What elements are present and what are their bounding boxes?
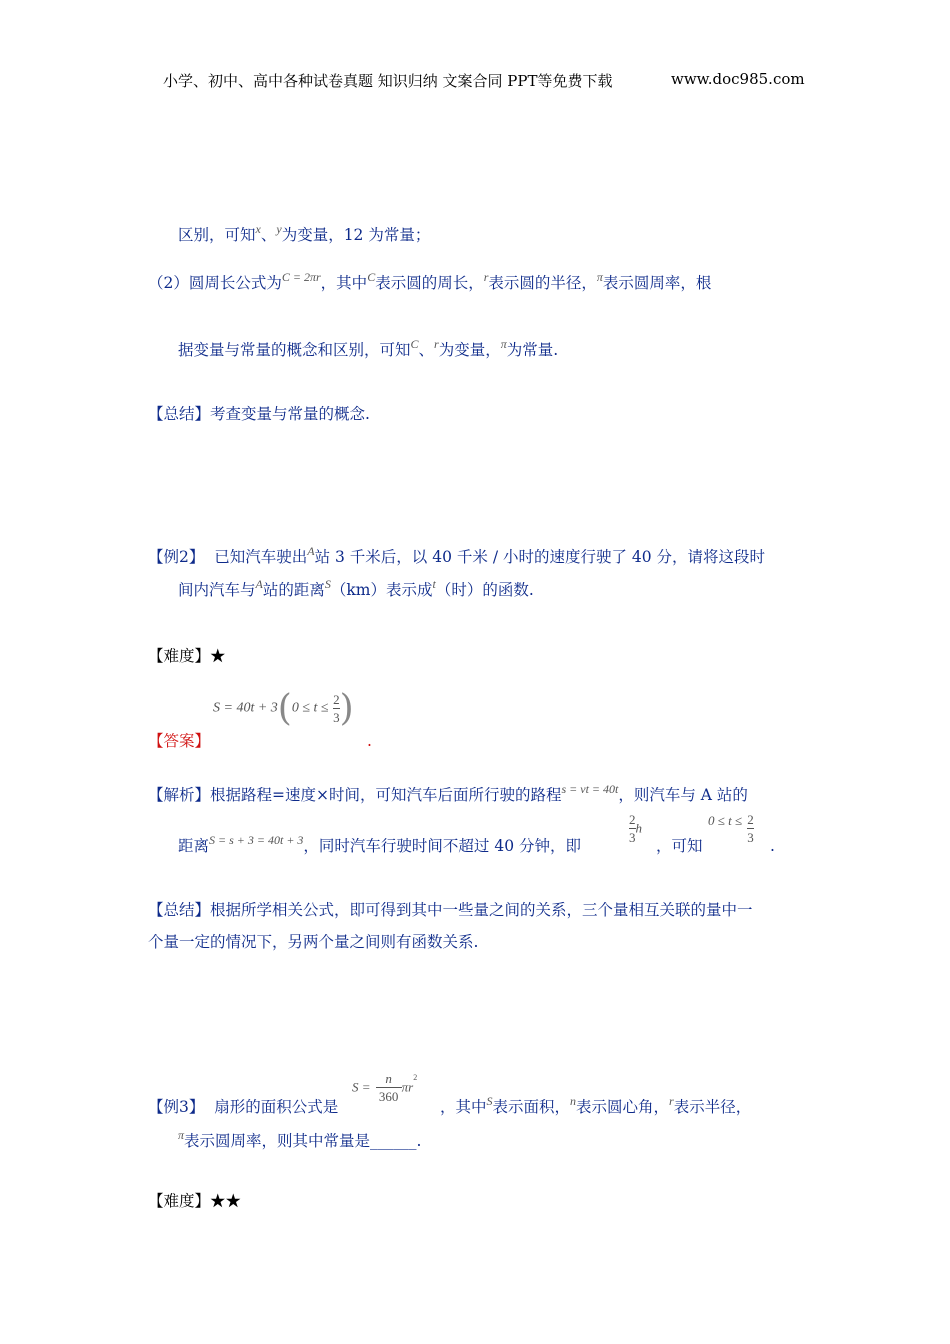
formula-lhs: S = bbox=[352, 1079, 371, 1095]
text: 间内汽车与 bbox=[178, 581, 256, 599]
star-icon: ★★ bbox=[210, 1192, 242, 1210]
text: 扇形的面积公式是 bbox=[214, 1098, 339, 1116]
example3-line1b bbox=[440, 1094, 752, 1118]
frac-num: 2 bbox=[629, 812, 636, 827]
analysis-line2 bbox=[178, 833, 582, 857]
star-icon: ★ bbox=[210, 647, 226, 665]
analysis-h-fraction bbox=[629, 812, 642, 845]
analysis-line2b bbox=[656, 836, 703, 856]
example3-line2 bbox=[178, 1128, 422, 1152]
summary-tag: 【总结】 bbox=[148, 901, 211, 919]
example3-line1 bbox=[148, 1097, 338, 1117]
text: ，其中 bbox=[320, 274, 368, 292]
var-pi: π bbox=[178, 1128, 185, 1142]
text: 、 bbox=[418, 341, 435, 359]
var-n: n bbox=[570, 1094, 577, 1108]
text: 已知汽车驶出 bbox=[214, 548, 308, 566]
example2-line1 bbox=[148, 544, 766, 568]
part1-line3 bbox=[178, 337, 559, 361]
example2-difficulty bbox=[148, 646, 226, 666]
text: ，则汽车与 A 站的 bbox=[618, 786, 748, 804]
answer-end: . bbox=[367, 732, 372, 750]
text: （时）的函数. bbox=[435, 581, 534, 599]
var-t: t bbox=[432, 577, 436, 591]
var-x: x bbox=[255, 222, 261, 236]
text: 、 bbox=[260, 226, 277, 244]
answer-blank[interactable]: ______ bbox=[370, 1132, 417, 1150]
example2-summary-line1 bbox=[148, 900, 753, 920]
frac-num: 2 bbox=[747, 812, 754, 827]
text: 表示圆心角， bbox=[576, 1098, 670, 1116]
header-url: www.doc985.com bbox=[671, 70, 805, 88]
var-r: r bbox=[483, 270, 489, 284]
part1-summary bbox=[148, 404, 370, 424]
text: 表示面积， bbox=[492, 1098, 571, 1116]
answer-formula: S = 40t + 3(0 ≤ t ≤ $\frac{2}{3}$ ) bbox=[213, 688, 354, 729]
text: 为变量， bbox=[438, 341, 501, 359]
text: 距离 bbox=[178, 837, 210, 855]
var-pi: π bbox=[500, 337, 507, 351]
var-A: A bbox=[307, 544, 315, 558]
analysis-ineq bbox=[708, 812, 754, 845]
part1-line2 bbox=[148, 270, 712, 294]
frac-den: 3 bbox=[333, 710, 340, 725]
formula-distance: s = vt = 40t bbox=[561, 782, 619, 796]
unit-h: h bbox=[635, 820, 642, 836]
answer-lhs: S = 40t + 3 bbox=[213, 700, 278, 716]
text: 表示半径， bbox=[673, 1098, 752, 1116]
answer-line bbox=[148, 731, 210, 751]
frac-den: 3 bbox=[629, 830, 636, 845]
summary-text: 根据所学相关公式，即可得到其中一些量之间的关系，三个量相互关联的量中一 bbox=[210, 901, 753, 919]
part1-line1 bbox=[178, 222, 431, 246]
text: 表示圆的半径， bbox=[488, 274, 597, 292]
text: 据变量与常量的概念和区别，可知 bbox=[178, 341, 411, 359]
summary-text: 考查变量与常量的概念. bbox=[210, 405, 370, 423]
var-C: C bbox=[367, 270, 376, 284]
summary-tag: 【总结】 bbox=[148, 405, 211, 423]
analysis-end: . bbox=[770, 837, 775, 855]
example2-line2 bbox=[178, 577, 534, 601]
formula-rest: πr bbox=[401, 1079, 414, 1095]
frac-den: 360 bbox=[378, 1089, 399, 1104]
var-y: y bbox=[276, 222, 282, 236]
text: 表示圆周率，则其中常量是 bbox=[184, 1132, 371, 1150]
formula-S: S = s + 3 = 40t + 3 bbox=[209, 833, 304, 847]
text: 根据路程=速度×时间，可知汽车后面所行驶的路程 bbox=[210, 786, 562, 804]
text: 站 3 千米后，以 40 千米 / 小时的速度行驶了 40 分，请将这段时 bbox=[314, 548, 766, 566]
text: ，其中 bbox=[440, 1098, 487, 1116]
header-text: 小学、初中、高中各种试卷真题 知识归纳 文案合同 PPT等免费下载 bbox=[163, 72, 613, 90]
var-S: S bbox=[324, 577, 331, 591]
text: 表示圆的周长， bbox=[375, 274, 484, 292]
text: 区别，可知 bbox=[178, 226, 256, 244]
answer-tag: 【答案】 bbox=[148, 732, 211, 750]
example3-difficulty bbox=[148, 1191, 241, 1211]
text: ，同时汽车行驶时间不超过 40 分钟，即 bbox=[303, 837, 582, 855]
analysis-tag: 【解析】 bbox=[148, 786, 211, 804]
var-A: A bbox=[255, 577, 263, 591]
var-pi: π bbox=[596, 270, 603, 284]
example-tag: 【例2】 bbox=[148, 548, 205, 566]
analysis-line1 bbox=[148, 782, 748, 806]
difficulty-tag: 【难度】 bbox=[148, 1192, 211, 1210]
fraction bbox=[376, 1071, 402, 1104]
frac-num: n bbox=[385, 1071, 392, 1086]
var-C: C bbox=[410, 337, 419, 351]
difficulty-tag: 【难度】 bbox=[148, 647, 211, 665]
formula-circumference: C = 2πr bbox=[281, 270, 321, 284]
var-r: r bbox=[669, 1094, 674, 1108]
text: 表示圆周率，根 bbox=[602, 274, 712, 292]
text: . bbox=[416, 1132, 422, 1150]
var-S: S bbox=[486, 1094, 493, 1108]
example3-formula bbox=[352, 1071, 417, 1104]
frac-num: 2 bbox=[333, 692, 340, 707]
text: （2）圆周长公式为 bbox=[148, 274, 282, 292]
frac-den: 3 bbox=[747, 830, 754, 845]
fraction bbox=[747, 812, 754, 845]
text: （km）表示成 bbox=[330, 581, 433, 599]
ineq-text: 0 ≤ t ≤ bbox=[708, 812, 743, 828]
answer-inner: 0 ≤ t ≤ bbox=[291, 700, 329, 716]
text: 为常量. bbox=[506, 341, 559, 359]
text: 站的距离 bbox=[262, 581, 325, 599]
example2-summary-line2: 个量一定的情况下，另两个量之间则有函数关系. bbox=[148, 933, 479, 951]
formula-exp: 2 bbox=[413, 1073, 418, 1082]
example-tag: 【例3】 bbox=[148, 1098, 205, 1116]
text: 为变量，12 为常量； bbox=[281, 226, 431, 244]
var-r: r bbox=[434, 337, 439, 351]
text: ，可知 bbox=[656, 837, 703, 855]
